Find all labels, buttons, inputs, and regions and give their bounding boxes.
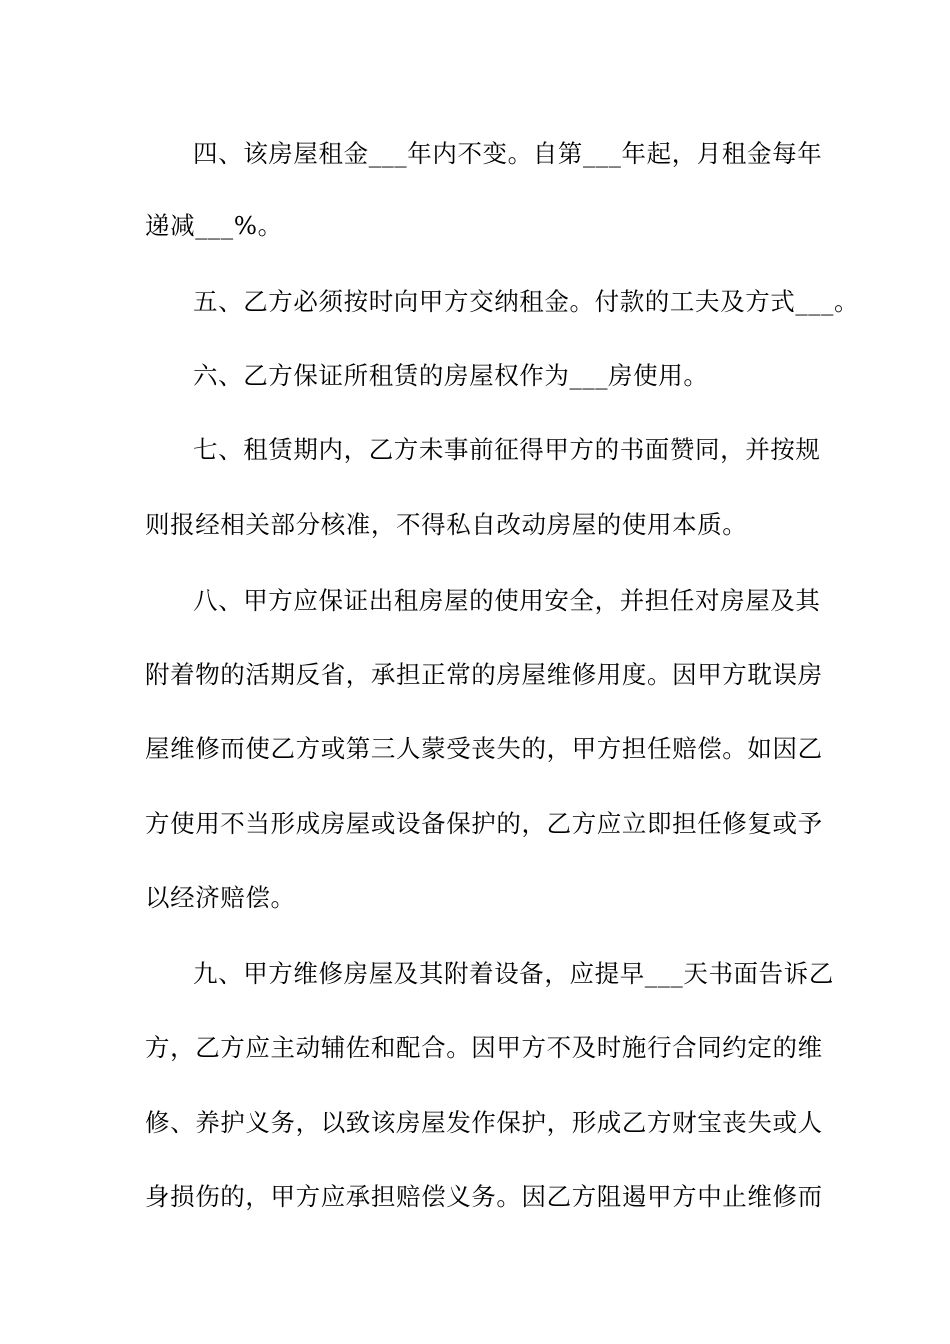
clause-7-line-2: 则报经相关部分核准，不得私自改动房屋的使用本质。: [145, 510, 748, 539]
clause-4-line-1: 四、该房屋租金___年内不变。自第___年起，月租金每年: [193, 139, 823, 168]
clause-9-line-2: 方，乙方应主动辅佐和配合。因甲方不及时施行合同约定的维: [145, 1033, 823, 1062]
clause-9-line-4: 身损伤的，甲方应承担赔偿义务。因乙方阻遏甲方中止维修而: [145, 1182, 823, 1211]
clause-8-line-3: 屋维修而使乙方或第三人蒙受丧失的，甲方担任赔偿。如因乙: [145, 734, 823, 763]
clause-5-line-1: 五、乙方必须按时向甲方交纳租金。付款的工夫及方式___。: [193, 287, 860, 316]
clause-4-line-2: 递减___%。: [145, 211, 283, 240]
clause-8-line-2: 附着物的活期反省，承担正常的房屋维修用度。因甲方耽误房: [145, 660, 823, 689]
clause-9-line-1: 九、甲方维修房屋及其附着设备，应提早___天书面告诉乙: [193, 959, 834, 988]
clause-9-line-3: 修、养护义务，以致该房屋发作保护，形成乙方财宝丧失或人: [145, 1108, 823, 1137]
clause-6-line-1: 六、乙方保证所租赁的房屋权作为___房使用。: [193, 361, 709, 390]
clause-7-line-1: 七、租赁期内，乙方未事前征得甲方的书面赞同，并按规: [193, 435, 821, 464]
clause-8-line-5: 以经济赔偿。: [145, 883, 296, 912]
clause-8-line-4: 方使用不当形成房屋或设备保护的，乙方应立即担任修复或予: [145, 809, 823, 838]
clause-8-line-1: 八、甲方应保证出租房屋的使用安全，并担任对房屋及其: [193, 586, 821, 615]
